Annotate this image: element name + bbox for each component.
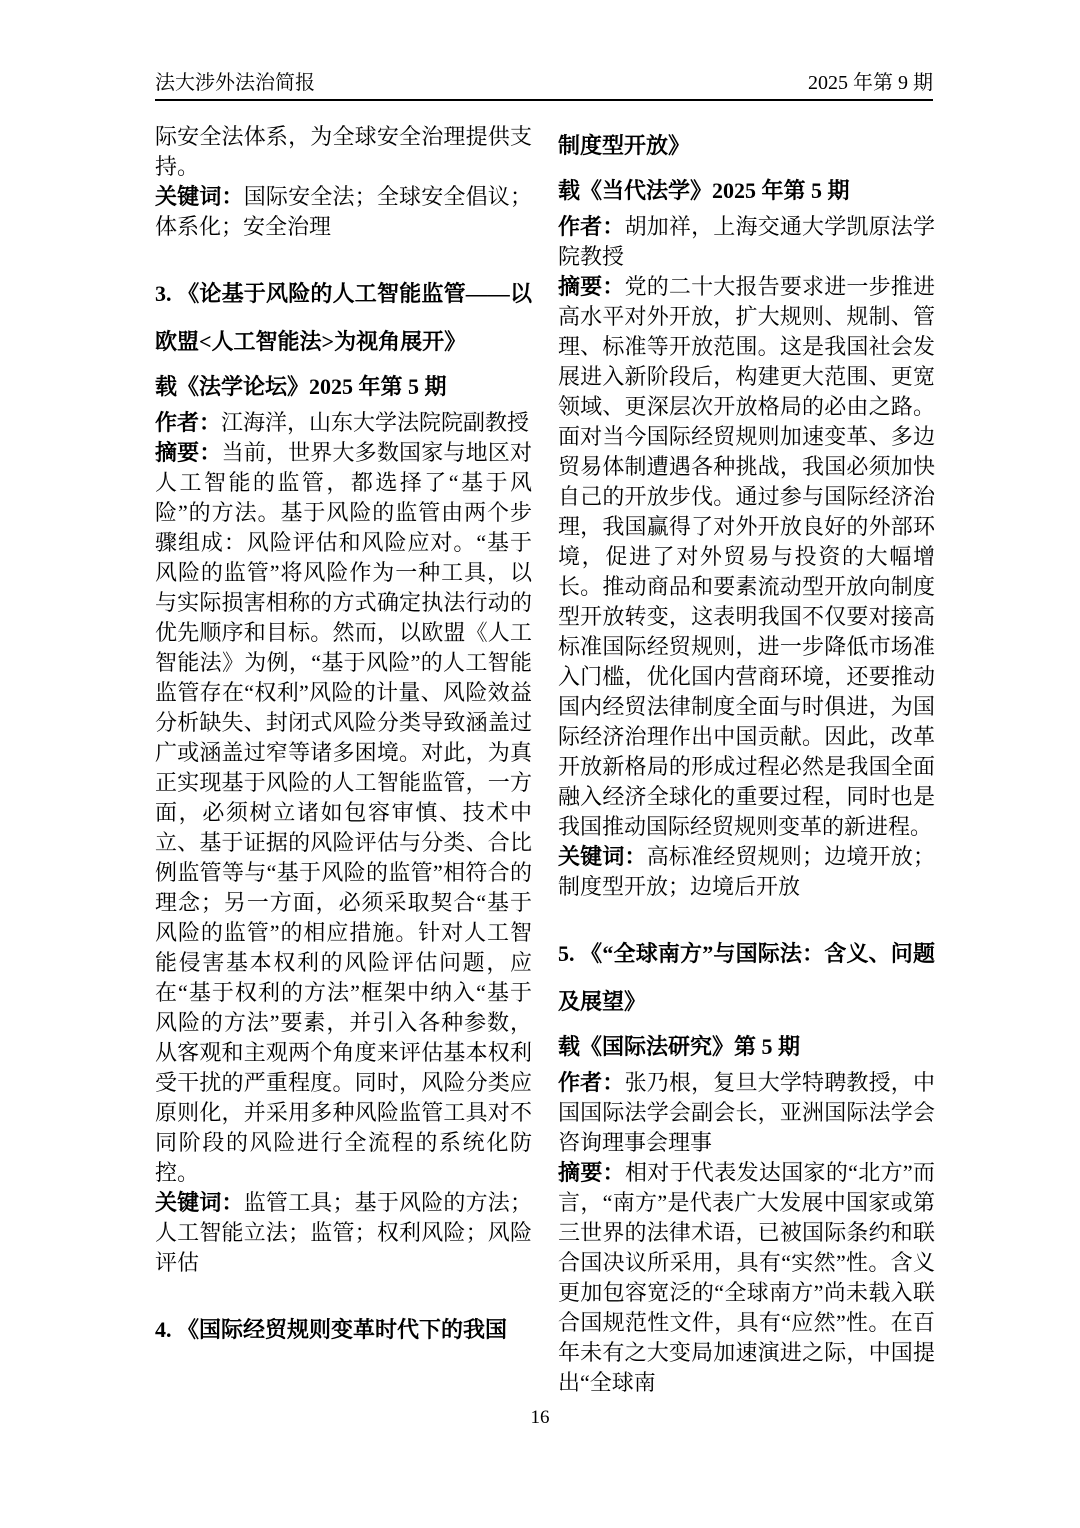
abstract-label: 摘要： [155,440,222,465]
page-header [155,70,933,101]
abstract-text: 当前，世界大多数国家与地区对人工智能的监管，都选择了“基于风险”的方法。基于风险的监管由两个步骤组成：风险评估和风险应对。“基于风险的监管”将风险作为一种工具，以与实际损害相称的方式确定执法行动的优先顺序和目标。然而，以欧盟《人工智能法》为例，“基于风险”的人工智能监管存在“权利”风险的计量、风险效益分析缺失、封闭式风险分类导致涵盖过广或涵盖过窄等诸多困境。对此，为真正实现基于风险的人工智能监管，一方面，必须树立诸如包容审慎、技术中立、基于证据的风险评估与分类、合比例监管等与“基于风险的监管”相符合的理念；另一方面，必须采取契合“基于风险的监管”的相应措施。针对人工智能侵害基本权利的风险评估问题，应在“基于权利的方法”框架中纳入“基于风险的方法”要素，并引入各种参数，从客观和主观两个角度来评估基本权利受干扰的严重程度。同时，风险分类应原则化，并采用多种风险监管工具对不同阶段的风险进行全流程的系统化防控。 [155,440,532,1185]
article-4-source: 载《当代法学》2025 年第 5 期 [558,178,850,203]
article-5-author [558,1068,935,1158]
keywords-text: 高标准经贸规则；边境开放；制度型开放；边境后开放 [558,844,935,899]
author-text: 胡加祥，上海交通大学凯原法学院教授 [558,214,935,269]
keywords-label: 关键词： [155,1190,244,1215]
keywords-label: 关键词： [558,844,647,869]
article-5-abstract [558,1158,935,1398]
article-4-keywords [558,842,935,902]
article-4-title-end: 制度型开放》 [558,133,691,158]
author-label: 作者： [155,410,222,435]
article-3-keywords [155,1188,532,1278]
keywords-text: 监管工具；基于风险的方法；人工智能立法；监管；权利风险；风险评估 [155,1190,532,1275]
author-text: 张乃根，复旦大学特聘教授，中国国际法学会副会长，亚洲国际法学会咨询理事会理事 [558,1070,935,1155]
author-label: 作者： [558,1070,625,1095]
keywords-label: 关键词： [155,184,244,209]
article-4-author [558,212,935,272]
page-number: 16 [530,1407,550,1428]
keywords-text: 国际安全法；全球安全倡议；体系化；安全治理 [155,184,532,239]
prev-article-continuation: 际安全法体系，为全球安全治理提供支持。 [155,124,532,179]
right-column [558,122,935,1398]
abstract-text: 相对于代表发达国家的“北方”而言，“南方”是代表广大发展中国家或第三世界的法律术语，已被国际条约和联合国决议所采用，具有“实然”性。含义更加包容宽泛的“全球南方”尚未载入联合国规范性文件，具有“应然”性。在百年未有之大变局加速演进之际，中国提出“全球南 [558,1160,935,1395]
header-title: 法大涉外法治简报 [155,72,315,94]
article-3-abstract [155,438,532,1188]
abstract-text: 党的二十大报告要求进一步推进高水平对外开放，扩大规则、规制、管理、标准等开放范围。这是我国社会发展进入新阶段后，构建更大范围、更宽领域、更深层次开放格局的必由之路。面对当今国际经贸规则加速变革、多边贸易体制遭遇各种挑战，我国必须加快自己的开放步伐。通过参与国际经济治理，我国赢得了对外开放良好的外部环境，促进了对外贸易与投资的大幅增长。推动商品和要素流动型开放向制度型开放转变，这表明我国不仅要对接高标准国际经贸规则，进一步降低市场准入门槛，优化国内营商环境，还要推动国内经贸法律制度全面与时俱进，为国际经济治理作出中国贡献。因此，改革开放新格局的形成过程必然是我国全面融入经济全球化的重要过程，同时也是我国推动国际经贸规则变革的新进程。 [558,274,935,839]
author-text: 江海洋，山东大学法院院副教授 [221,410,530,435]
article-4-abstract [558,272,935,842]
article-3-author [155,408,532,438]
article-5-source: 载《国际法研究》第 5 期 [558,1034,801,1059]
article-3-title: 3. 《论基于风险的人工智能监管——以欧盟<人工智能法>为视角展开》 [155,281,532,354]
left-column [155,122,532,1358]
header-issue: 2025 年第 9 期 [808,72,933,94]
abstract-label: 摘要： [558,1160,625,1185]
article-3-source: 载《法学论坛》2025 年第 5 期 [155,374,447,399]
article-4-title-start: 4. 《国际经贸规则变革时代下的我国 [155,1317,508,1342]
author-label: 作者： [558,214,625,239]
prev-article-keywords [155,182,532,242]
abstract-label: 摘要： [558,274,625,299]
article-5-title: 5. 《“全球南方”与国际法：含义、问题及展望》 [558,941,935,1014]
